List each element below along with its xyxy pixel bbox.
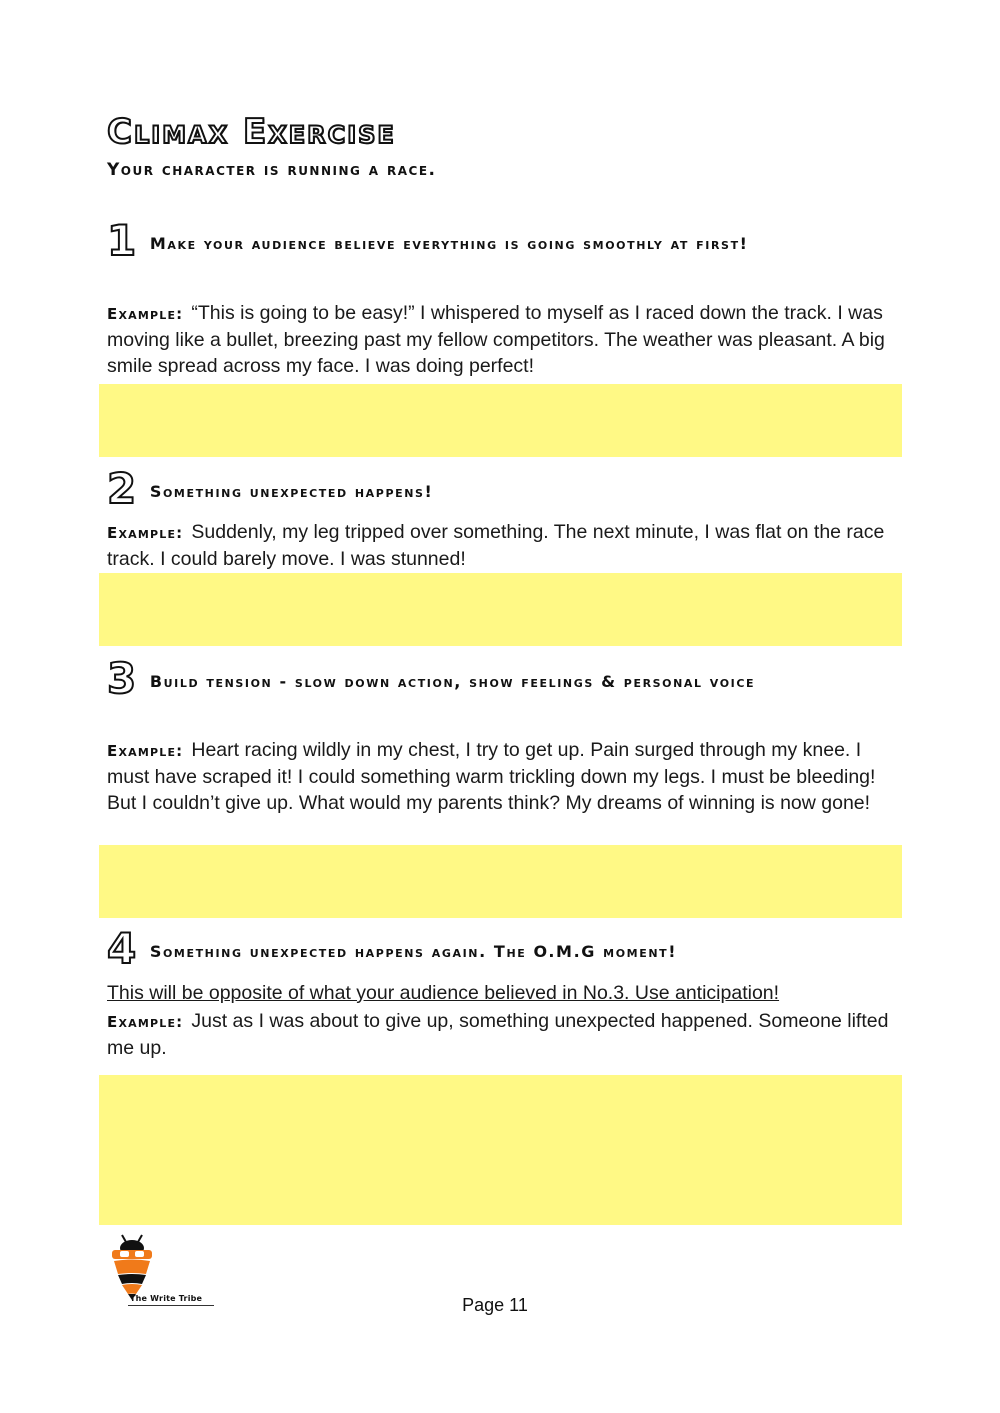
example-label: Example:: [107, 742, 184, 760]
bee-icon: [108, 1234, 168, 1302]
step-heading-text-1: Make your audience believe everything is going smoothly at first!: [149, 234, 749, 253]
step-heading-2: [107, 464, 897, 513]
step-heading-4: [107, 924, 897, 973]
step-number-3: 3: [107, 654, 138, 703]
example-text-4: Just as I was about to give up, something unexpected happened. Someone lifted me up.: [107, 1010, 889, 1059]
example-label: Example:: [107, 524, 184, 542]
step-note-4: This will be opposite of what your audience believed in No.3. Use anticipation!: [107, 982, 780, 1004]
step-example-1: [107, 300, 902, 379]
step-heading-3: [107, 654, 897, 703]
answer-box-2[interactable]: [99, 573, 902, 646]
example-text-3: Heart racing wildly in my chest, I try to get up. Pain surged through my knee. I must have scraped it! I could something warm trickling down my legs. I must be bleeding! But I couldn’t give up. What would my parents think? My dreams of winning is now gone!: [107, 739, 876, 814]
example-label: Example:: [107, 1013, 184, 1031]
answer-box-3[interactable]: [99, 845, 902, 918]
page-number: Page 11: [462, 1295, 528, 1315]
example-label: Example:: [107, 305, 184, 323]
step-number-4: 4: [107, 924, 138, 973]
answer-box-1[interactable]: [99, 384, 902, 457]
logo-text: The Write Tribe: [130, 1294, 203, 1303]
step-heading-text-4: Something unexpected happens again. The O.M.G moment!: [149, 942, 678, 961]
step-heading-text-2: Something unexpected happens!: [149, 482, 434, 501]
step-heading-1: [107, 216, 897, 265]
step-number-2: 2: [107, 464, 138, 513]
example-text-1: “This is going to be easy!” I whispered to myself as I raced down the track. I was moving like a bullet, breezing past my fellow competitors. The weather was pleasant. A big smile spread across my face. I was doing perfect!: [107, 302, 885, 377]
step-example-4: [107, 1008, 902, 1061]
step-heading-text-3: Build tension - slow down action, show feelings & personal voice: [149, 672, 756, 691]
step-number-1: 1: [107, 216, 138, 265]
step-example-3: [107, 737, 902, 816]
step-example-2: [107, 519, 902, 572]
answer-box-4[interactable]: [99, 1075, 902, 1225]
page-title: Climax Exercise: [107, 112, 396, 152]
page-subtitle: Your character is running a race.: [107, 160, 437, 180]
example-text-2: Suddenly, my leg tripped over something. The next minute, I was flat on the race track. I could barely move. I was stunned!: [107, 521, 885, 570]
